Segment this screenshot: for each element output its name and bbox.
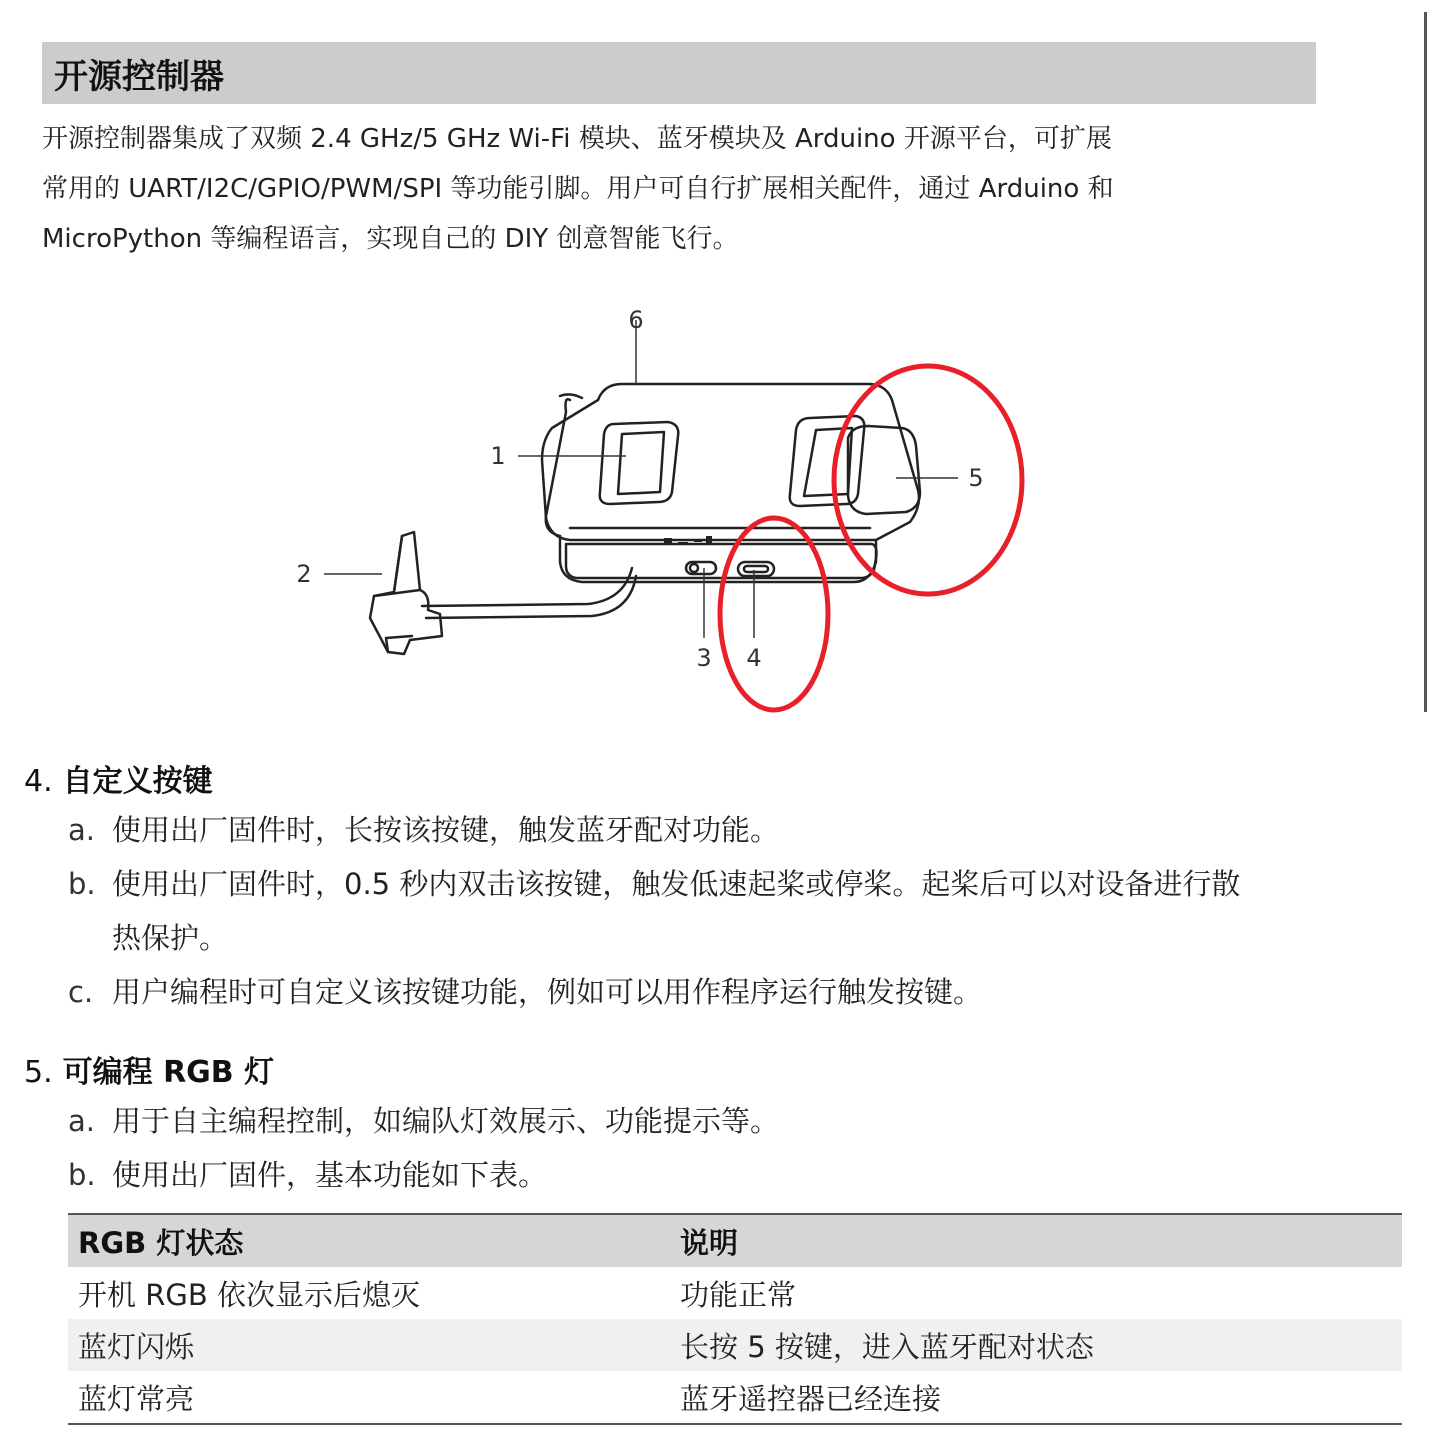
section-4-number: 4. bbox=[24, 764, 53, 799]
section-4-item-c bbox=[68, 965, 1408, 1019]
table-cell: 功能正常 bbox=[680, 1277, 797, 1312]
item-text: 用户编程时可自定义该按键功能，例如可以用作程序运行触发按键。 bbox=[112, 975, 983, 1009]
cable bbox=[422, 568, 632, 606]
section-4-item-a bbox=[68, 803, 1408, 857]
table-row bbox=[68, 1371, 1402, 1423]
table-cell: 蓝灯常亮 bbox=[78, 1381, 195, 1416]
item-text: 用于自主编程控制，如编队灯效展示、功能提示等。 bbox=[112, 1104, 780, 1138]
intro-line: MicroPython 等编程语言，实现自己的 DIY 创意智能飞行。 bbox=[42, 224, 739, 254]
callout-5: 5 bbox=[968, 464, 984, 492]
section-header bbox=[42, 42, 1316, 104]
controller-diagram bbox=[270, 300, 1050, 720]
controller-illustration bbox=[270, 300, 1050, 720]
item-text: 使用出厂固件时，长按该按键，触发蓝牙配对功能。 bbox=[112, 813, 780, 847]
item-text: 使用出厂固件时，0.5 秒内双击该按键，触发低速起桨或停桨。起桨后可以对设备进行散 bbox=[112, 867, 1241, 901]
section-5-title bbox=[24, 1047, 274, 1091]
item-letter: c. bbox=[68, 975, 94, 1009]
section-4-item-b bbox=[68, 857, 1408, 965]
table-cell: 蓝牙遥控器已经连接 bbox=[680, 1381, 942, 1416]
item-letter: b. bbox=[68, 1158, 96, 1192]
section-5-item-a bbox=[68, 1094, 1408, 1148]
port-window bbox=[566, 544, 877, 578]
callout-2: 2 bbox=[296, 560, 312, 588]
callout-4: 4 bbox=[746, 644, 762, 672]
callout-1: 1 bbox=[490, 442, 506, 470]
highlight-circle-5 bbox=[834, 366, 1022, 594]
item-letter: a. bbox=[68, 1104, 95, 1138]
item-letter: b. bbox=[68, 867, 96, 901]
section-title: 开源控制器 bbox=[54, 56, 224, 97]
item-text-continued: 热保护。 bbox=[112, 921, 229, 955]
table-row bbox=[68, 1319, 1402, 1371]
table-header-cell: RGB 灯状态 bbox=[78, 1225, 244, 1260]
highlight-circle-4 bbox=[720, 518, 828, 710]
rgb-light-cap bbox=[848, 426, 920, 514]
section-5-number: 5. bbox=[24, 1055, 53, 1090]
section-4-title bbox=[24, 756, 213, 800]
rgb-status-table bbox=[68, 1213, 1402, 1425]
table-cell: 蓝灯闪烁 bbox=[78, 1329, 195, 1364]
section-4-heading: 自定义按键 bbox=[62, 764, 213, 799]
intro-line: 常用的 UART/I2C/GPIO/PWM/SPI 等功能引脚。用户可自行扩展相关配件，通过 Arduino 和 bbox=[42, 174, 1114, 204]
intro-paragraph bbox=[42, 114, 1322, 264]
table-header-row bbox=[68, 1215, 1402, 1267]
intro-line: 开源控制器集成了双频 2.4 GHz/5 GHz Wi-Fi 模块、蓝牙模块及 Arduino 开源平台，可扩展 bbox=[42, 124, 1112, 154]
page-edge-line bbox=[1424, 12, 1427, 712]
controller-body bbox=[542, 384, 919, 540]
callout-3: 3 bbox=[696, 644, 712, 672]
section-5-heading: 可编程 RGB 灯 bbox=[62, 1055, 275, 1090]
item-letter: a. bbox=[68, 813, 95, 847]
item-text: 使用出厂固件，基本功能如下表。 bbox=[112, 1158, 548, 1192]
section-5-item-b bbox=[68, 1148, 1408, 1202]
table-cell: 长按 5 按键，进入蓝牙配对状态 bbox=[680, 1329, 1094, 1364]
table-row bbox=[68, 1267, 1402, 1319]
callout-6: 6 bbox=[628, 306, 644, 334]
table-header-cell: 说明 bbox=[680, 1225, 739, 1260]
table-cell: 开机 RGB 依次显示后熄灭 bbox=[78, 1277, 420, 1312]
